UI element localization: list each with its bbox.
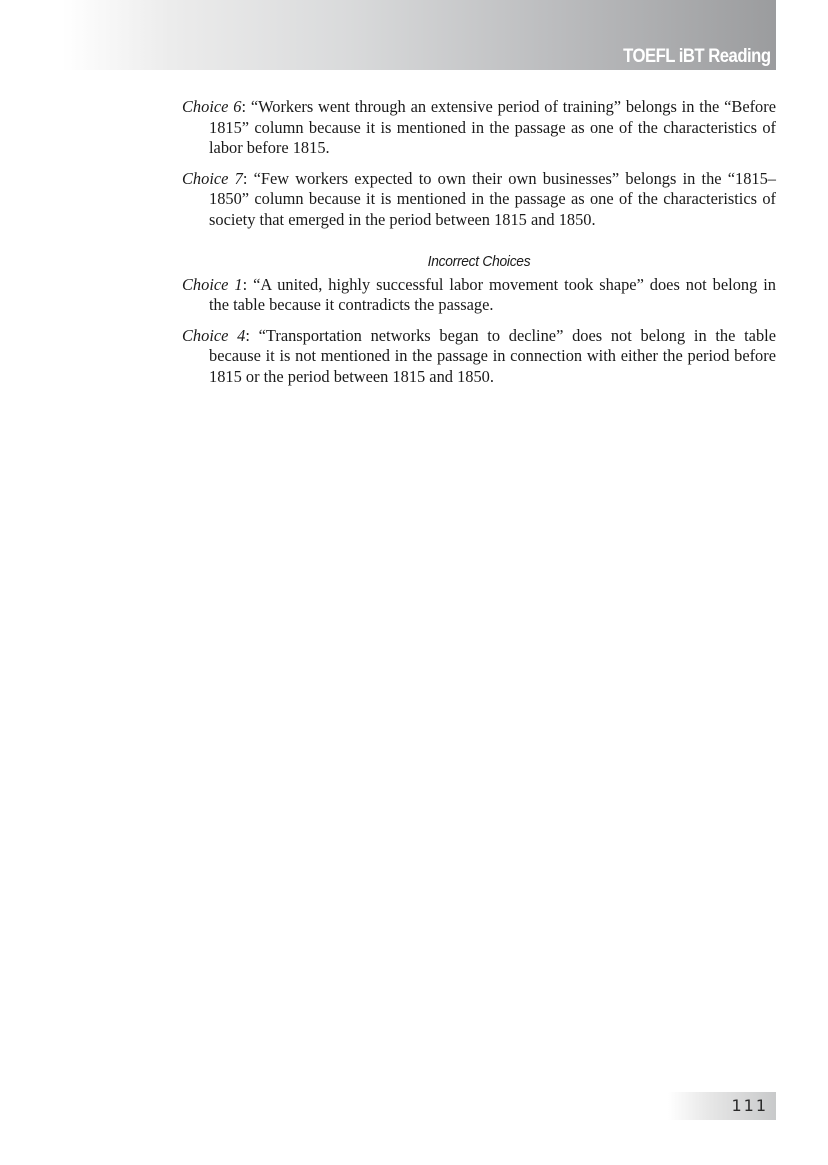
- running-header-title: TOEFL iBT Reading: [622, 46, 770, 67]
- choice-explanation: [182, 326, 776, 388]
- page-body: [182, 97, 776, 397]
- choice-text: : “Transportation networks began to decline” does not belong in the table because it is not mentioned in the passage in connection with either the period before 1815 or the period between 1815 and 1850.: [209, 325, 776, 386]
- choice-text: : “Few workers expected to own their own businesses” belongs in the “1815–1850” column because it is mentioned in the passage as one of the characteristics of society that emerged in the period between 1815 and 1850.: [209, 168, 776, 229]
- choice-explanation: [182, 169, 776, 231]
- choice-explanation: [182, 275, 776, 316]
- choice-explanation: [182, 97, 776, 159]
- page-number: 111: [731, 1096, 768, 1115]
- choice-text: : “Workers went through an extensive period of training” belongs in the “Before 1815” column because it is mentioned in the passage as one of the characteristics of labor before 1815.: [209, 97, 776, 157]
- choice-text: : “A united, highly successful labor movement took shape” does not belong in the table because it contradicts the passage.: [209, 274, 776, 314]
- choice-label: Choice 4: [182, 325, 246, 345]
- page-number-tab: [668, 1092, 776, 1120]
- running-header: [0, 0, 776, 70]
- choice-label: Choice 6: [182, 97, 242, 116]
- choice-label: Choice 7: [182, 168, 243, 188]
- incorrect-choices-heading: Incorrect Choices: [427, 253, 531, 270]
- choice-label: Choice 1: [182, 274, 243, 294]
